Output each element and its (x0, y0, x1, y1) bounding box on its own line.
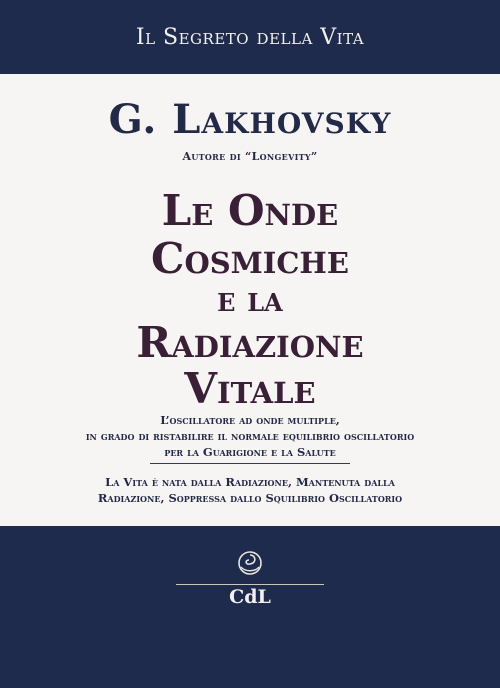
title-panel (0, 74, 500, 526)
author-name: G. Lakhovsky (108, 96, 392, 143)
subtitle-line: in grado di ristabilire il normale equilibrio oscillatorio (85, 429, 415, 443)
publisher-mark: CdL (229, 586, 271, 608)
subtitle-line: per la Guarigione e la Salute (164, 445, 336, 459)
series-title: Il Segreto della Vita (135, 24, 365, 50)
bottom-band (0, 526, 500, 688)
divider (150, 463, 350, 464)
top-band (0, 0, 500, 74)
motto-line: La Vita è nata dalla Radiazione, Mantenuta dalla (105, 475, 395, 489)
subtitle-line: L’oscillatore ad onde multiple, (160, 413, 340, 427)
title-line: Vitale (184, 364, 316, 413)
title-line: e la (217, 280, 283, 320)
title-line: Le Onde (161, 186, 339, 235)
spiral-emblem-icon (235, 548, 265, 578)
logo-divider (176, 584, 324, 585)
title-line: Radiazione (136, 318, 364, 367)
title-line: Cosmiche (151, 234, 349, 283)
author-note: Autore di “Longevity” (182, 150, 318, 163)
motto-line: Radiazione, Soppressa dallo Squilibrio Oscillatorio (97, 491, 403, 505)
